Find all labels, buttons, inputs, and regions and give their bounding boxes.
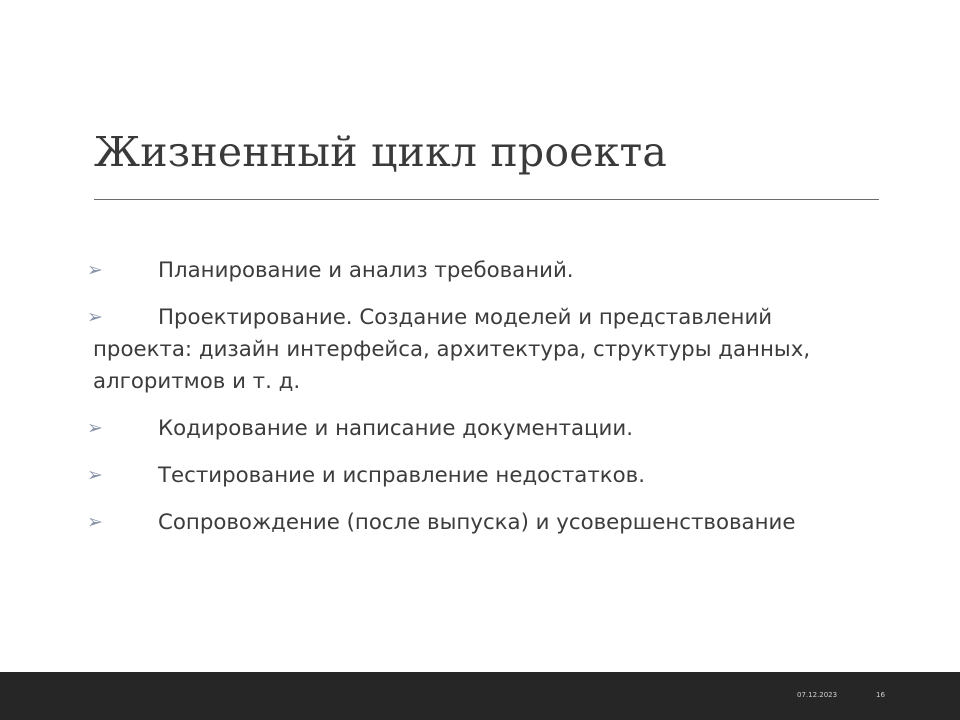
footer-date: 07.12.2023 — [797, 691, 838, 699]
arrow-bullet-icon: ➢ — [87, 306, 103, 328]
page-number: 16 — [876, 691, 885, 699]
bullet-text-continuation: алгоритмов и т. д. — [93, 369, 301, 394]
bullet-text: Планирование и анализ требований. — [158, 258, 574, 283]
bullet-list — [87, 254, 887, 553]
bullet-text-continuation: проекта: дизайн интерфейса, архитектура, структуры данных, — [93, 337, 811, 362]
arrow-bullet-icon: ➢ — [87, 259, 103, 281]
bullet-text: Тестирование и исправление недостатков. — [158, 463, 645, 488]
bullet-text: Сопровождение (после выпуска) и усовершенствование — [158, 510, 796, 535]
arrow-bullet-icon: ➢ — [87, 511, 103, 533]
arrow-bullet-icon: ➢ — [87, 417, 103, 439]
list-item — [87, 506, 887, 539]
list-item — [87, 301, 887, 398]
title-divider — [94, 199, 879, 200]
list-item — [87, 412, 887, 445]
slide-title: Жизненный цикл проекта — [94, 128, 668, 176]
list-item — [87, 459, 887, 492]
arrow-bullet-icon: ➢ — [87, 464, 103, 486]
list-item — [87, 254, 887, 287]
bullet-text: Кодирование и написание документации. — [158, 416, 633, 441]
bullet-text: Проектирование. Создание моделей и представлений — [158, 305, 773, 330]
